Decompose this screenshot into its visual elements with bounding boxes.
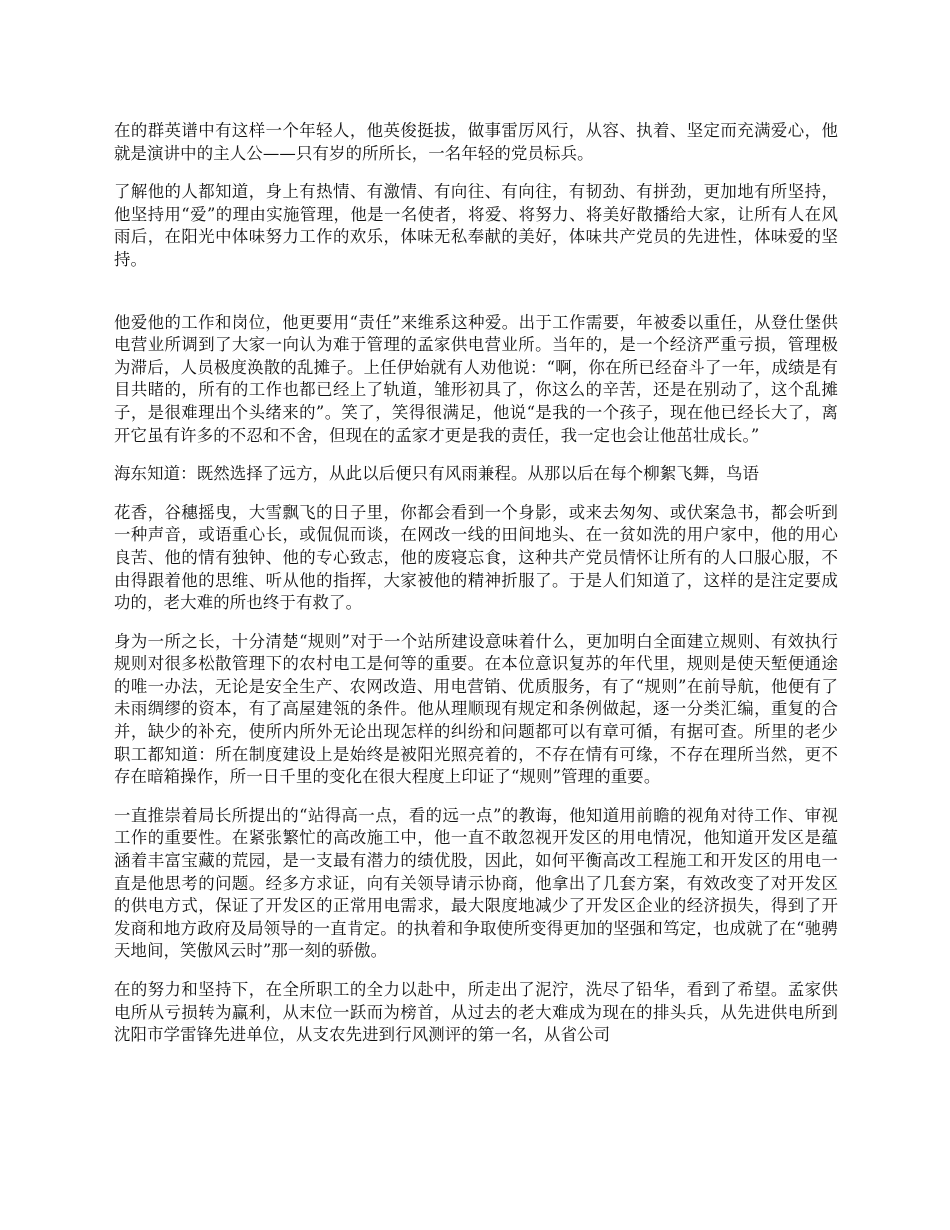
paragraph-responsibility: 他爱他的工作和岗位，他更要用“责任”来维系这种爱。出于工作需要，年被委以重任，从登仕堡供电营业所调到了大家一向认为难于管理的孟家供电营业所。当年的，是一个经济严重亏损，管理极为滞后，人员极度涣散的乱摊子。上任伊始就有人劝他说：“啊，你在所已经奋斗了一年，成绩是有目共睹的，所有的工作也都已经上了轨道，雏形初具了，你这么的辛苦，还是在别动了，这个乱摊子，是很难理出个头绪来的”。笑了，笑得很满足，他说“是我的一个孩子，现在他已经长大了，离开它虽有许多的不忍和不舍，但现在的孟家才更是我的责任，我一定也会让他茁壮成长。” [114,312,838,445]
paragraph-achievements: 在的努力和坚持下，在全所职工的全力以赴中，所走出了泥泞，洗尽了铅华，看到了希望。孟家供电所从亏损转为赢利，从末位一跃而为榜首，从过去的老大难成为现在的排头兵，从先进供电所到沈阳市学雷锋先进单位，从支农先进到行风测评的第一名，从省公司 [114,980,838,1045]
paragraph-foresight: 一直推崇着局长所提出的“站得高一点，看的远一点”的教诲，他知道用前瞻的视角对待工作、审视工作的重要性。在紧张繁忙的高改施工中，他一直不敢忽视开发区的用电情况，他知道开发区是蕴涵着丰富宝藏的荒园，是一支最有潜力的绩优股，因此，如何平衡高改工程施工和开发区的用电一直是他思考的问题。经多方求证，向有关领导请示协商，他拿出了几套方案，有效改变了对开发区的供电方式，保证了开发区的正常用电需求，最大限度地减少了开发区企业的经济损失，得到了开发商和地方政府及局领导的一直肯定。的执着和争取使所变得更加的坚强和笃定，也成就了在“驰骋天地间，笑傲风云时”那一刻的骄傲。 [114,805,838,961]
paragraph-dedication: 花香，谷穗摇曳，大雪飘飞的日子里，你都会看到一个身影，或来去匆匆、或伏案急书，都会听到一种声音，或语重心长，或侃侃而谈，在网改一线的田间地头、在一贫如洗的用户家中，他的用心良苦、他的情有独钟、他的专心致志，他的废寝忘食，这种共产党员情怀让所有的人口服心服，不由得跟着他的思维、听从他的指挥，大家被他的精神折服了。于是人们知道了，这样的是注定要成功的，老大难的所也终于有救了。 [114,502,838,613]
document-body [114,120,838,1063]
paragraph-rules: 身为一所之长，十分清楚“规则”对于一个站所建设意味着什么，更加明白全面建立规则、有效执行规则对很多松散管理下的农村电工是何等的重要。在本位意识复苏的年代里，规则是使天堑便通途的唯一办法，无论是安全生产、农网改造、用电营销、优质服务，有了“规则”在前导航，他便有了未雨绸缪的资本，有了高屋建瓴的条件。他从理顺现有规定和条例做起，逐一分类汇编，重复的合并，缺少的补充，使所内所外无论出现怎样的纠纷和问题都可以有章可循，有据可查。所里的老少职工都知道：所在制度建设上是始终是被阳光照亮着的，不存在情有可缘，不存在理所当然，更不存在暗箱操作，所一日千里的变化在很大程度上印证了“规则”管理的重要。 [114,631,838,787]
paragraph-persistence: 了解他的人都知道，身上有热情、有激情、有向往、有向往，有韧劲、有拼劲，更加地有所坚持，他坚持用“爱”的理由实施管理，他是一名使者，将爱、将努力、将美好散播给大家，让所有人在风雨后，在阳光中体味努力工作的欢乐，体味无私奉献的美好，体味共产党员的先进性，体味爱的坚持。 [114,182,838,269]
paragraph-journey: 海东知道：既然选择了远方，从此以后便只有风雨兼程。从那以后在每个柳絮飞舞，鸟语 [114,464,760,484]
paragraph-intro: 在的群英谱中有这样一个年轻人，他英俊挺拔，做事雷厉风行，从容、执着、坚定而充满爱心，他就是演讲中的主人公——只有岁的所所长，一名年轻的党员标兵。 [114,121,838,163]
